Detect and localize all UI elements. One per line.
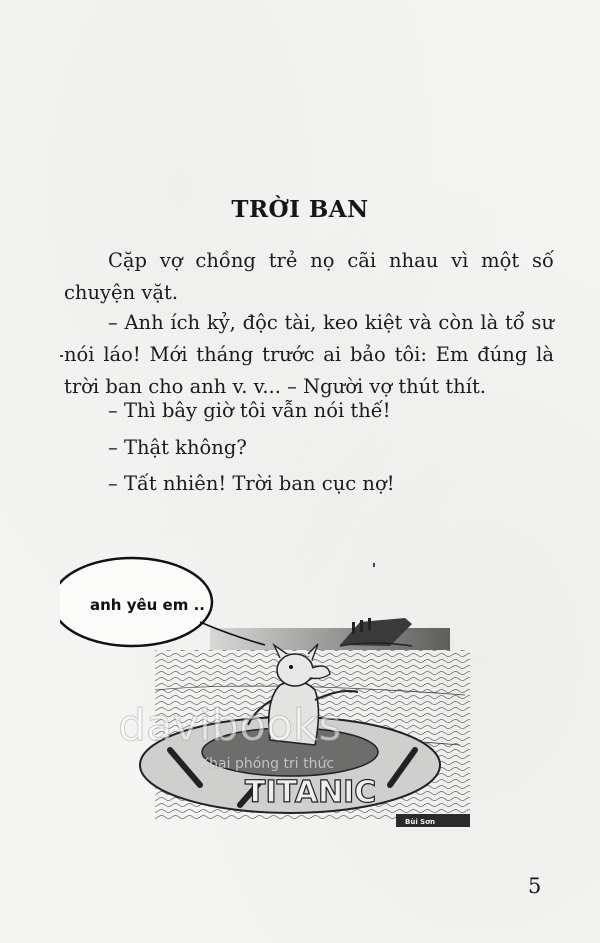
- story-paragraph: Cặp vợ chồng trẻ nọ cãi nhau vì một số chuyện vặt.: [64, 249, 554, 304]
- story-title: TRỜI BAN: [231, 196, 369, 223]
- story-paragraph: – Tất nhiên! Trời ban cục nợ!: [108, 472, 395, 495]
- watermark-subtitle: Khai phóng tri thức: [200, 756, 335, 772]
- watermark: davibooks: [118, 700, 342, 751]
- speech-bubble-text: anh yêu em ..: [90, 596, 205, 614]
- print-speck: [60, 355, 63, 357]
- lifebuoy-label: TITANIC: [245, 775, 377, 810]
- page-number: 5: [528, 874, 542, 898]
- story-paragraph: – Thì bây giờ tôi vẫn nói thế!: [108, 399, 391, 422]
- cartoon-illustration: [60, 550, 480, 840]
- story-paragraph: – Thật không?: [108, 436, 247, 459]
- story-paragraph: – Anh ích kỷ, độc tài, keo kiệt và còn là tổ sư nói láo! Mới tháng trước ai bảo tôi: Em đúng là trời ban cho anh v. v... – Người vợ thút thít.: [64, 311, 554, 398]
- artist-credit: Bùi Sơn: [405, 818, 435, 826]
